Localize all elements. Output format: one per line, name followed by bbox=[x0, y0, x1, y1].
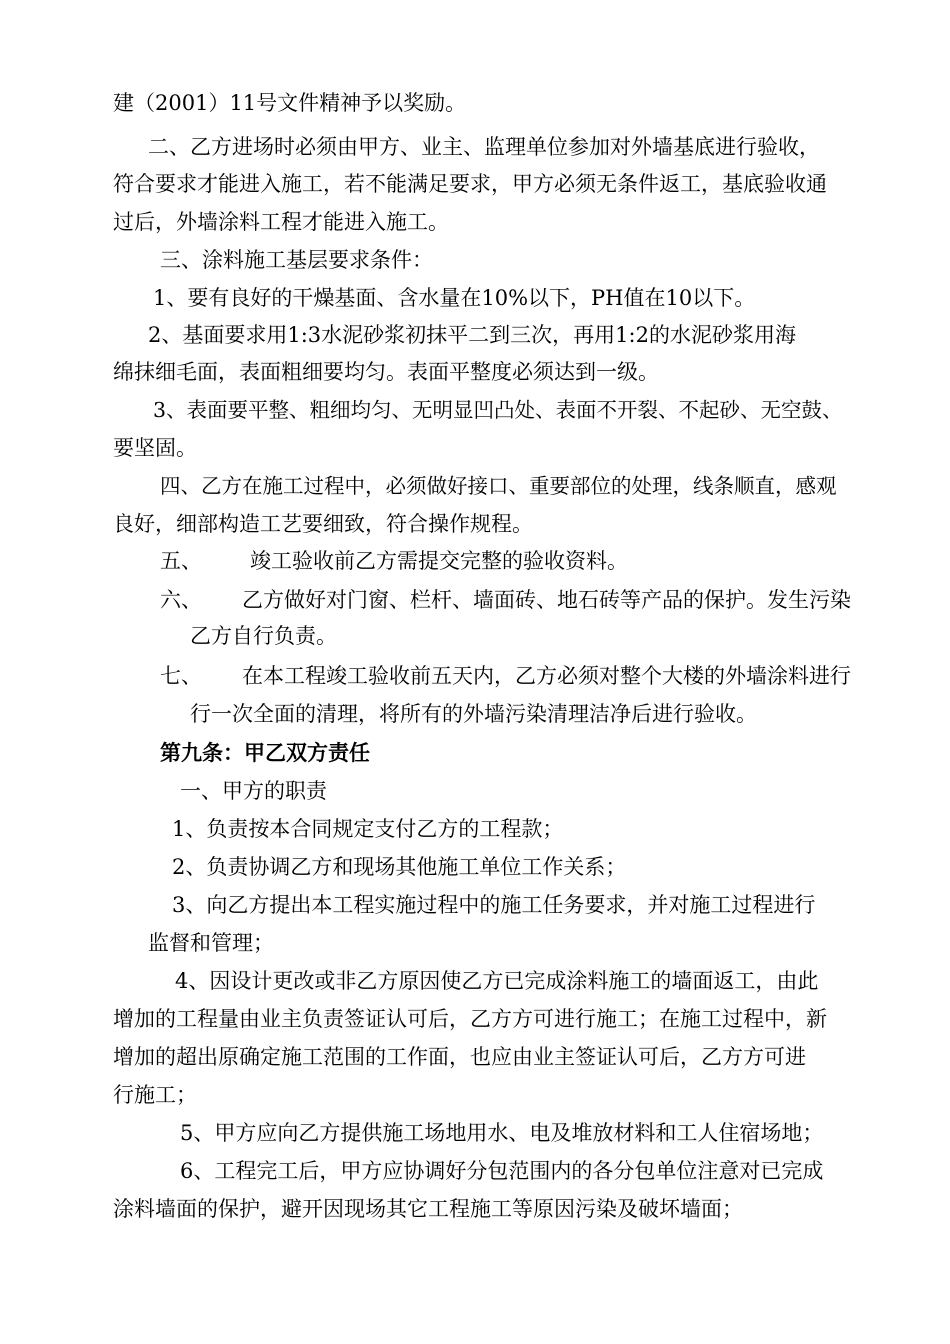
paragraph-line: 良好，细部构造工艺要细致，符合操作规程。 bbox=[113, 512, 533, 536]
section-title: 三、涂料施工基层要求条件： bbox=[160, 248, 433, 272]
duty-line: 3、向乙方提出本工程实施过程中的施工任务要求，并对施工过程进行 bbox=[172, 893, 816, 917]
article-heading: 第九条：甲乙双方责任 bbox=[160, 741, 370, 765]
paragraph-line: 绵抹细毛面，表面粗细要均匀。表面平整度必须达到一级。 bbox=[113, 360, 659, 384]
duty-line: 增加的工程量由业主负责签证认可后，乙方方可进行施工；在施工过程中，新 bbox=[113, 1007, 827, 1031]
list-number: 六、 bbox=[160, 588, 202, 612]
duty-line: 2、负责协调乙方和现场其他施工单位工作关系； bbox=[172, 855, 627, 879]
list-item-7-cont: 行一次全面的清理，将所有的外墙污染清理洁净后进行验收。 bbox=[190, 702, 757, 726]
duty-line: 4、因设计更改或非乙方原因使乙方已完成涂料施工的墙面返工，由此 bbox=[175, 969, 819, 993]
paragraph-line: 符合要求才能进入施工，若不能满足要求，甲方必须无条件返工，基底验收通 bbox=[113, 172, 827, 196]
paragraph-line: 过后，外墙涂料工程才能进入施工。 bbox=[113, 210, 449, 234]
duty-line: 行施工； bbox=[113, 1083, 197, 1107]
list-item-7 bbox=[160, 663, 850, 689]
list-number: 五、 bbox=[160, 549, 202, 573]
paragraph-line: 四、乙方在施工过程中，必须做好接口、重要部位的处理，线条顺直，感观 bbox=[160, 474, 837, 498]
list-item-5 bbox=[160, 548, 628, 574]
list-text: 在本工程竣工验收前五天内，乙方必须对整个大楼的外墙涂料进行 bbox=[242, 664, 851, 688]
paragraph-line: 1、要有良好的干燥基面、含水量在10%以下，PH值在10以下。 bbox=[153, 286, 756, 310]
paragraph-line: 2、基面要求用1:3水泥砂浆初抹平二到三次，再用1:2的水泥砂浆用海 bbox=[148, 323, 796, 347]
paragraph-line: 3、表面要平整、粗细均匀、无明显凹凸处、表面不开裂、不起砂、无空鼓、 bbox=[153, 398, 843, 422]
duty-line: 涂料墙面的保护，避开因现场其它工程施工等原因污染及破坏墙面； bbox=[113, 1197, 743, 1221]
duty-line: 6、工程完工后，甲方应协调好分包范围内的各分包单位注意对已完成 bbox=[180, 1159, 824, 1183]
duty-line: 增加的超出原确定施工范围的工作面，也应由业主签证认可后，乙方方可进 bbox=[113, 1045, 806, 1069]
duty-line: 监督和管理； bbox=[148, 931, 274, 955]
paragraph-line: 二、乙方进场时必须由甲方、业主、监理单位参加对外墙基底进行验收， bbox=[148, 135, 820, 159]
list-text: 乙方做好对门窗、栏杆、墙面砖、地石砖等产品的保护。发生污染 bbox=[242, 588, 851, 612]
list-item-6-cont: 乙方自行负责。 bbox=[190, 624, 337, 648]
duty-line: 5、甲方应向乙方提供施工场地用水、电及堆放材料和工人住宿场地； bbox=[180, 1121, 824, 1145]
paragraph-line: 要坚固。 bbox=[113, 436, 197, 460]
paragraph-line: 建（2001）11号文件精神予以奖励。 bbox=[113, 91, 467, 115]
list-text: 竣工验收前乙方需提交完整的验收资料。 bbox=[250, 549, 628, 573]
list-item-6 bbox=[160, 587, 850, 613]
list-number: 七、 bbox=[160, 664, 202, 688]
duty-line: 1、负责按本合同规定支付乙方的工程款； bbox=[172, 817, 564, 841]
subsection-title: 一、甲方的职责 bbox=[180, 779, 327, 803]
